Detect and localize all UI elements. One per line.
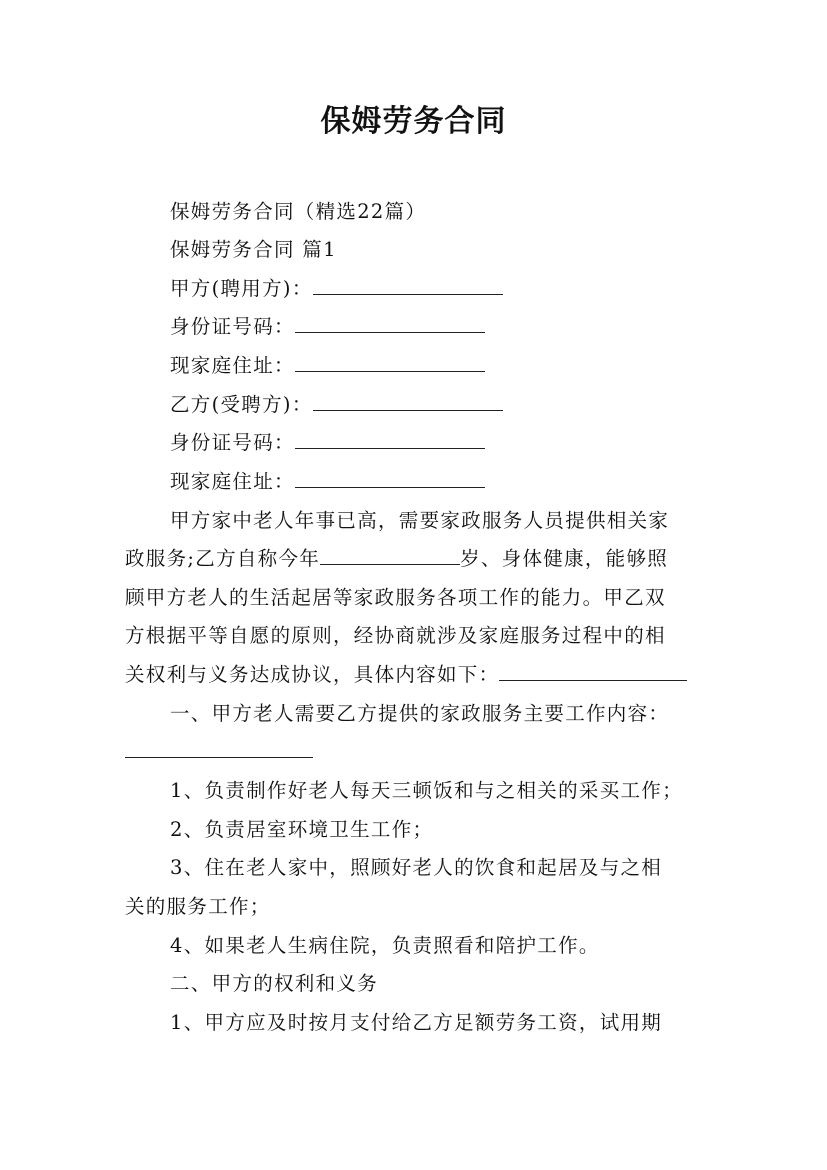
intro-line-1: 甲方家中老人年事已高，需要家政服务人员提供相关家 — [170, 509, 670, 532]
intro-line-2-end: 岁、身体健康，能够照 — [460, 547, 669, 570]
party-a-id-line — [170, 313, 485, 341]
item-4: 4、如果老人生病住院，负责照看和陪护工作。 — [170, 934, 600, 957]
party-a-address-line — [170, 352, 485, 380]
intro-line-5-text: 关权利与义务达成协议，具体内容如下： — [125, 663, 500, 686]
section-2-item-1: 1、甲方应及时按月支付给乙方足额劳务工资，试用期 — [170, 1011, 663, 1034]
party-a-label: 甲方(聘用方)： — [170, 277, 313, 300]
party-b-line — [170, 391, 503, 419]
age-blank — [320, 546, 460, 565]
party-a-id-blank — [295, 314, 485, 333]
section-1-blank — [125, 739, 313, 758]
party-b-address-blank — [295, 469, 485, 488]
section-2-heading: 二、甲方的权利和义务 — [170, 972, 379, 995]
party-a-address-blank — [295, 353, 485, 372]
party-a-blank — [313, 276, 503, 295]
intro-line-2 — [125, 545, 668, 573]
item-2: 2、负责居室环境卫生工作； — [170, 818, 434, 841]
intro-line-5 — [125, 661, 687, 689]
party-a-address-label: 现家庭住址： — [170, 354, 295, 377]
party-a-line — [170, 275, 503, 303]
party-a-id-label: 身份证号码： — [170, 315, 295, 338]
item-1: 1、负责制作好老人每天三顿饭和与之相关的采买工作； — [170, 779, 683, 802]
party-b-id-blank — [295, 430, 485, 449]
document-title: 保姆劳务合同 — [320, 104, 507, 139]
party-b-address-line — [170, 468, 485, 496]
details-blank — [499, 662, 687, 681]
intro-line-4: 方根据平等自愿的原则，经协商就涉及家庭服务过程中的相 — [125, 624, 666, 647]
intro-line-3: 顾甲方老人的生活起居等家政服务各项工作的能力。甲乙双 — [125, 586, 666, 609]
item-3-line-1: 3、住在老人家中，照顾好老人的饮食和起居及与之相 — [170, 856, 663, 879]
party-b-id-label: 身份证号码： — [170, 431, 295, 454]
item-3-line-2: 关的服务工作； — [125, 895, 271, 918]
party-b-label: 乙方(受聘方)： — [170, 393, 313, 416]
section-heading: 保姆劳务合同 篇1 — [170, 238, 337, 261]
party-b-address-label: 现家庭住址： — [170, 470, 295, 493]
document-subtitle: 保姆劳务合同（精选22篇） — [170, 200, 427, 223]
party-b-blank — [313, 392, 503, 411]
intro-line-2-start: 政服务;乙方自称今年 — [125, 547, 321, 570]
section-1-blank-line — [125, 738, 313, 766]
section-1-heading: 一、甲方老人需要乙方提供的家政服务主要工作内容： — [170, 702, 670, 725]
party-b-id-line — [170, 429, 485, 457]
